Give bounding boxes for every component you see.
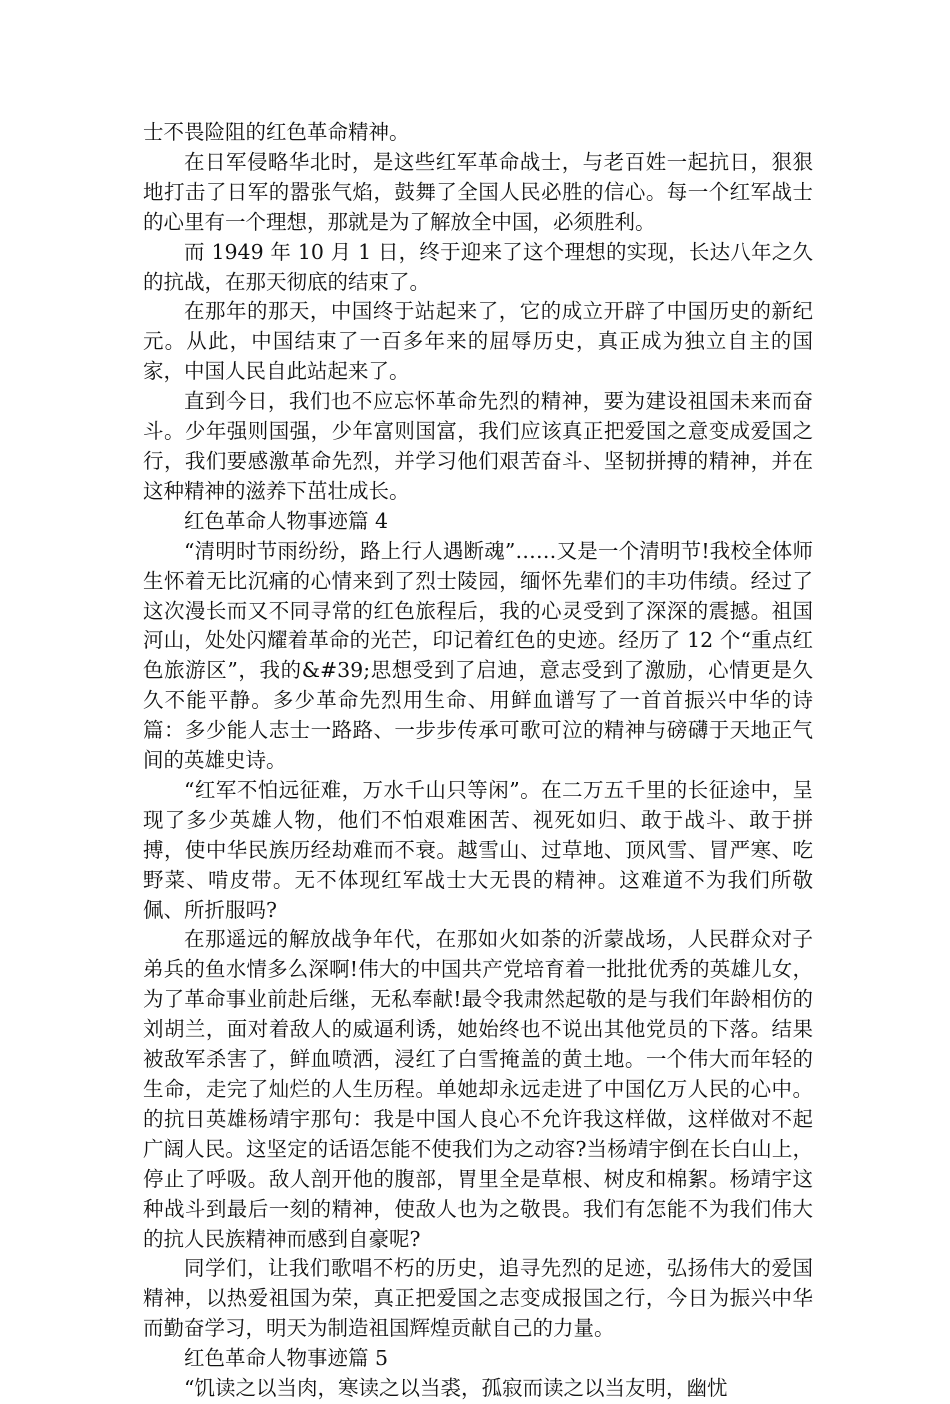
paragraph-3: 而 1949 年 10 月 1 日，终于迎来了这个理想的实现，长达八年之久的抗战，在那天彻底的结束了。 xyxy=(143,239,813,294)
paragraph-9: 在那遥远的解放战争年代，在那如火如荼的沂蒙战场，人民群众对子弟兵的鱼水情多么深啊!伟大的中国共产党培育着一批批优秀的英雄儿女，为了革命事业前赴后继，无私奉献!最令我肃然起敬的是与我们年龄相仿的刘胡兰，面对着敌人的威逼利诱，她始终也不说出其他党员的下落。结果被敌军杀害了，鲜血喷洒，浸红了白雪掩盖的黄土地。一个伟大而年轻的生命，走完了灿烂的人生历程。单她却永远走进了中国亿万人民的心中。的抗日英雄杨靖宇那句：我是中国人良心不允许我这样做，这样做对不起广阔人民。这坚定的话语怎能不使我们为之动容?当杨靖宇倒在长白山上，停止了呼吸。敌人剖开他的腹部，胃里全是草根、树皮和棉絮。杨靖宇这种战斗到最后一刻的精神，使敌人也为之敬畏。我们有怎能不为我们伟大的抗人民族精神而感到自豪呢? xyxy=(143,927,813,1251)
paragraph-1: 士不畏险阻的红色革命精神。 xyxy=(143,120,410,144)
paragraph-8: “红军不怕远征难，万水千山只等闲”。在二万五千里的长征途中，呈现了多少英雄人物，他们不怕艰难困苦、视死如归、敢于战斗、敢于拼搏，使中华民族历经劫难而不衰。越雪山、过草地、顶风雪、冒严寒、吃野菜、啃皮带。无不体现红军战士大无畏的精神。这难道不为我们所敬佩、所折服吗? xyxy=(143,777,813,922)
paragraph-10: 同学们，让我们歌唱不朽的历史，追寻先烈的足迹，弘扬伟大的爱国精神，以热爱祖国为荣，真正把爱国之志变成报国之行，今日为振兴中华而勤奋学习，明天为制造祖国辉煌贡献自己的力量。 xyxy=(143,1256,813,1341)
paragraph-2: 在日军侵略华北时，是这些红军革命战士，与老百姓一起抗日，狠狠地打击了日军的嚣张气焰，鼓舞了全国人民必胜的信心。每一个红军战士的心里有一个理想，那就是为了解放全中国，必须胜利。 xyxy=(143,149,813,234)
section-heading-5: 红色革命人物事迹篇 5 xyxy=(184,1346,389,1371)
section-heading-4: 红色革命人物事迹篇 4 xyxy=(184,508,389,533)
paragraph-5: 直到今日，我们也不应忘怀革命先烈的精神，要为建设祖国未来而奋斗。少年强则国强，少年富则国富，我们应该真正把爱国之意变成爱国之行，我们要感激革命先烈，并学习他们艰苦奋斗、坚韧拼搏的精神，并在这种精神的滋养下茁壮成长。 xyxy=(143,389,813,503)
paragraph-7: “清明时节雨纷纷，路上行人遇断魂”……又是一个清明节!我校全体师生怀着无比沉痛的心情来到了烈士陵园，缅怀先辈们的丰功伟绩。经过了这次漫长而又不同寻常的红色旅程后，我的心灵受到了深深的震撼。祖国河山，处处闪耀着革命的光芒，印记着红色的史迹。经历了 12 个“重点红色旅游区”，我的&#39;思想受到了启迪，意志受到了激励，心情更是久久不能平静。多少革命先烈用生命、用鲜血谱写了一首首振兴中华的诗篇：多少能人志士一路路、一步步传承可歌可泣的精神与磅礴于天地正气间的英雄史诗。 xyxy=(143,538,813,773)
document-page xyxy=(143,118,813,1404)
paragraph-12: “饥读之以当肉，寒读之以当裘，孤寂而读之以当友明，幽忧 xyxy=(184,1376,728,1401)
paragraph-4: 在那年的那天，中国终于站起来了，它的成立开辟了中国历史的新纪元。从此，中国结束了一百多年来的屈辱历史，真正成为独立自主的国家，中国人民自此站起来了。 xyxy=(143,299,813,384)
